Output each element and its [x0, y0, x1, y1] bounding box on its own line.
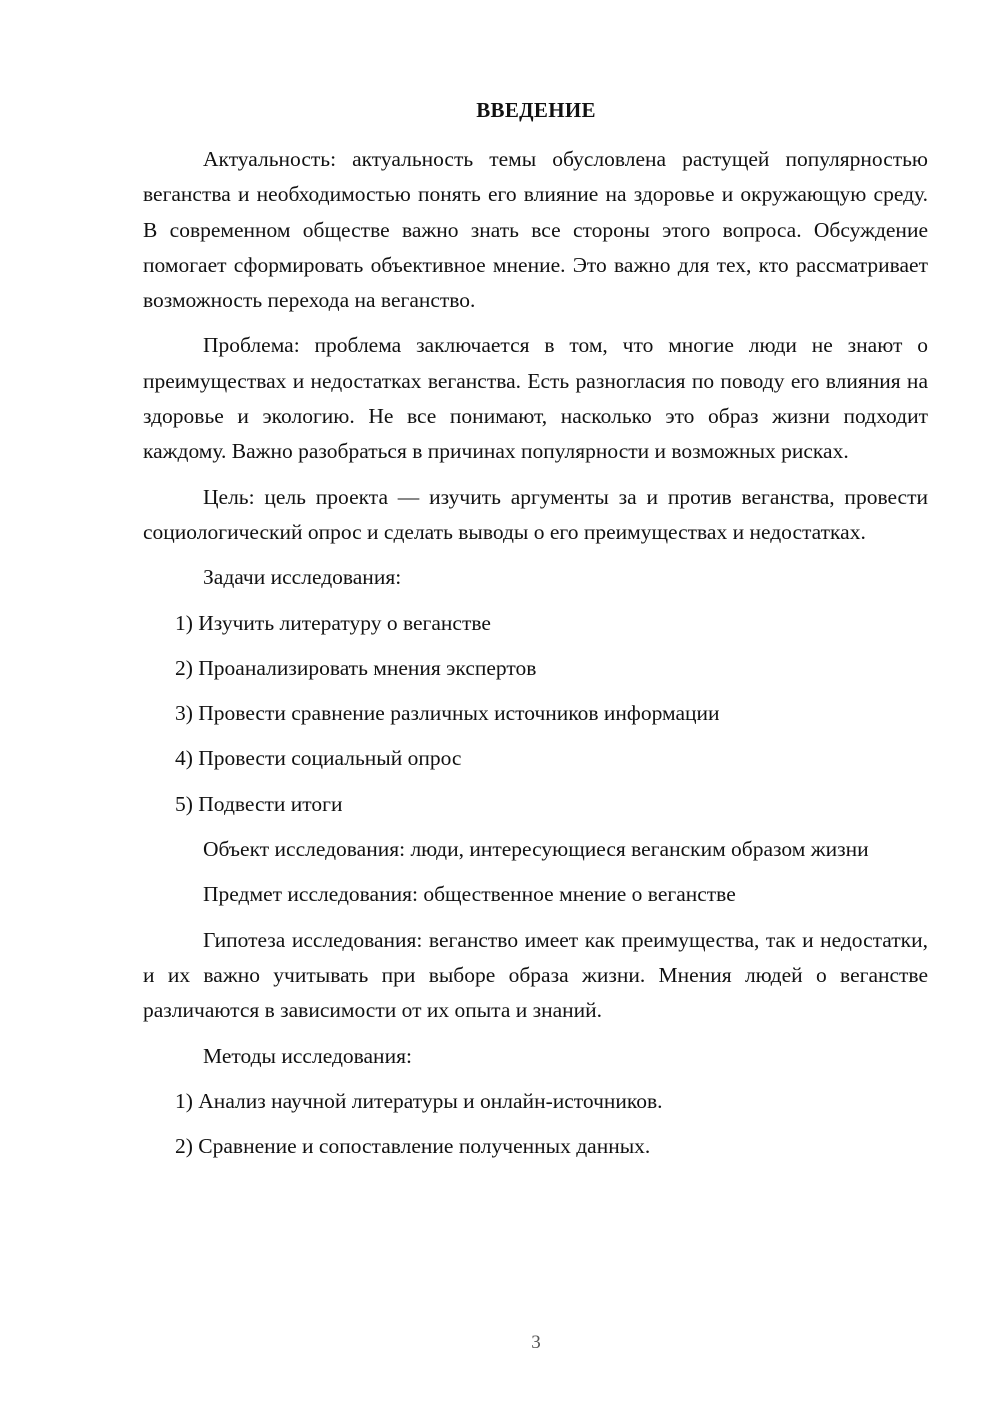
methods-heading: Методы исследования:	[203, 1043, 412, 1068]
tasks-heading: Задачи исследования:	[203, 565, 402, 590]
paragraph-problem: Проблема: проблема заключается в том, что многие люди не знают о преимуществах и недостатках веганства. Есть разногласия по поводу его влияния на здоровье и экологию. Не все понимают, насколько это образ жизни подходит каждому. Важно разобраться в причинах популярности и возможных рисках.	[143, 333, 928, 464]
list-item-task: 1) Изучить литературу о веганстве	[175, 610, 491, 635]
paragraph-object: Объект исследования: люди, интересующиеся веганским образом жизни	[203, 837, 869, 862]
paragraph-hypothesis: Гипотеза исследования: веганство имеет как преимущества, так и недостатки, и их важно учитывать при выборе образа жизни. Мнения людей о веганстве различаются в зависимости от их опыта и знаний.	[143, 927, 928, 1023]
list-item-method: 2) Сравнение и сопоставление полученных данных.	[175, 1134, 651, 1159]
document-body	[143, 142, 928, 1174]
methods-list	[143, 1084, 928, 1165]
list-item-task: 3) Провести сравнение различных источников информации	[175, 701, 720, 726]
page-title: ВВЕДЕНИЕ	[476, 98, 596, 122]
tasks-list	[143, 606, 928, 822]
paragraph-actuality: Актуальность: актуальность темы обусловлена растущей популярностью веганства и необходимостью понять его влияние на здоровье и окружающую среду. В современном обществе важно знать все стороны этого вопроса. Обсуждение помогает сформировать объективное мнение. Это важно для тех, кто рассматривает возможность перехода на веганство.	[143, 147, 928, 313]
paragraph-goal: Цель: цель проекта — изучить аргументы за и против веганства, провести социологический опрос и сделать выводы о его преимуществах и недостатках.	[143, 484, 928, 544]
page-number: 3	[531, 1332, 541, 1353]
paragraph-subject: Предмет исследования: общественное мнение о веганстве	[203, 882, 736, 907]
list-item-task: 4) Провести социальный опрос	[175, 746, 462, 771]
list-item-method: 1) Анализ научной литературы и онлайн-источников.	[175, 1088, 663, 1113]
list-item-task: 5) Подвести итоги	[175, 791, 343, 816]
list-item-task: 2) Проанализировать мнения экспертов	[175, 655, 537, 680]
